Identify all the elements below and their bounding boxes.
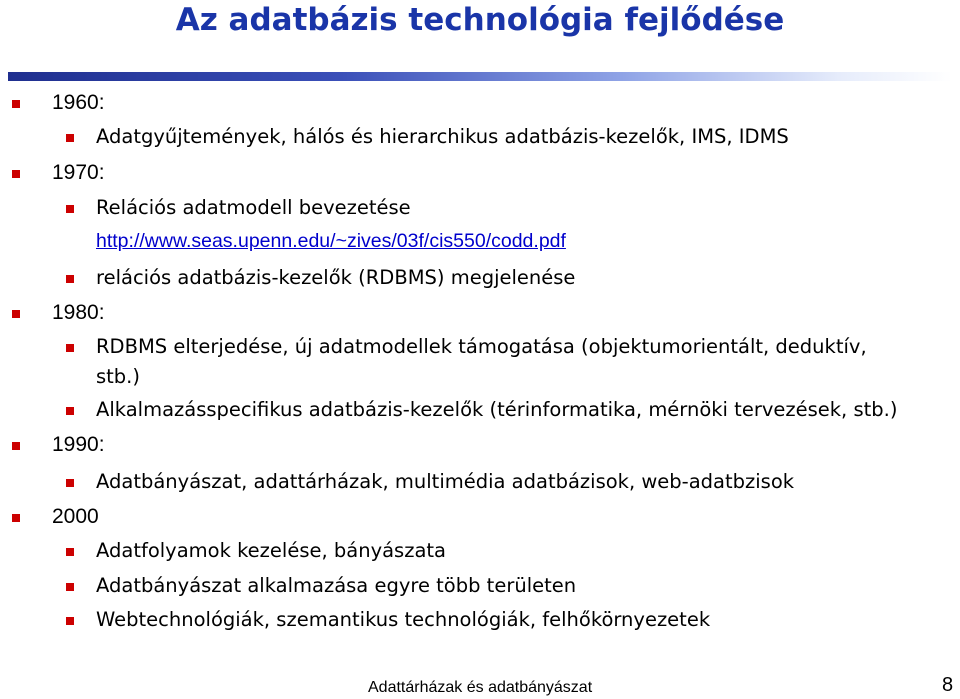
list-item-1990 [52,432,105,457]
item-text: 1990: [52,433,105,456]
item-text: RDBMS elterjedése, új adatmodellek támogatása (objektumorientált, deduktív, [96,335,867,358]
bullet-icon [12,442,20,450]
bullet-icon [12,100,20,108]
item-text: 2000 [52,505,99,528]
bullet-icon [66,479,74,487]
item-text: relációs adatbázis-kezelők (RDBMS) megjelenése [96,266,576,289]
list-item-1980 [52,300,105,325]
item-text: Webtechnológiák, szemantikus technológiák, felhőkörnyezetek [96,608,711,631]
codd-pdf-link[interactable]: http://www.seas.upenn.edu/~zives/03f/cis550/codd.pdf [96,230,566,252]
page-title: Az adatbázis technológia fejlődése [175,2,785,38]
bullet-icon [12,310,20,318]
bullet-icon [66,407,74,415]
list-item-1990-sub [96,469,794,494]
bullet-icon [12,170,20,178]
item-text: Adatbányászat, adattárházak, multimédia adatbázisok, web-adatbzisok [96,470,795,493]
list-item-1970-sub-1 [96,195,411,220]
list-item-codd-link[interactable] [96,228,566,254]
item-text: 1960: [52,91,105,114]
item-text: stb.) [96,365,140,388]
list-item-2000-sub-1 [96,538,446,563]
footer-course-title: Adattárházak és adatbányászat [368,679,593,696]
list-item-1980-sub-1 [96,334,867,359]
bullet-icon [66,205,74,213]
list-item-1970 [52,160,105,185]
list-item-1980-sub-1-cont [96,364,140,389]
item-text: Adatbányászat alkalmazása egyre több területen [96,574,577,597]
item-text: Adatfolyamok kezelése, bányászata [96,539,447,562]
list-item-2000-sub-3 [96,607,710,632]
list-item-1960-sub [96,124,789,149]
list-item-1980-sub-2 [96,397,897,422]
bullet-icon [66,134,74,142]
bullet-icon [66,617,74,625]
bullet-icon [66,344,74,352]
item-text: Adatgyűjtemények, hálós és hierarchikus adatbázis-kezelők, IMS, IDMS [96,125,789,148]
list-item-2000 [52,504,99,529]
list-item-2000-sub-2 [96,573,576,598]
page-number: 8 [942,674,954,696]
item-text: Relációs adatmodell bevezetése [96,196,411,219]
list-item-1960 [52,90,105,115]
item-text: 1970: [52,161,105,184]
bullet-icon [66,583,74,591]
bullet-icon [66,548,74,556]
bullet-icon [66,275,74,283]
bullet-icon [12,514,20,522]
item-text: Alkalmazásspecifikus adatbázis-kezelők (térinformatika, mérnöki tervezések, stb.) [96,398,898,421]
list-item-1970-sub-2 [96,265,575,290]
item-text: 1980: [52,301,105,324]
